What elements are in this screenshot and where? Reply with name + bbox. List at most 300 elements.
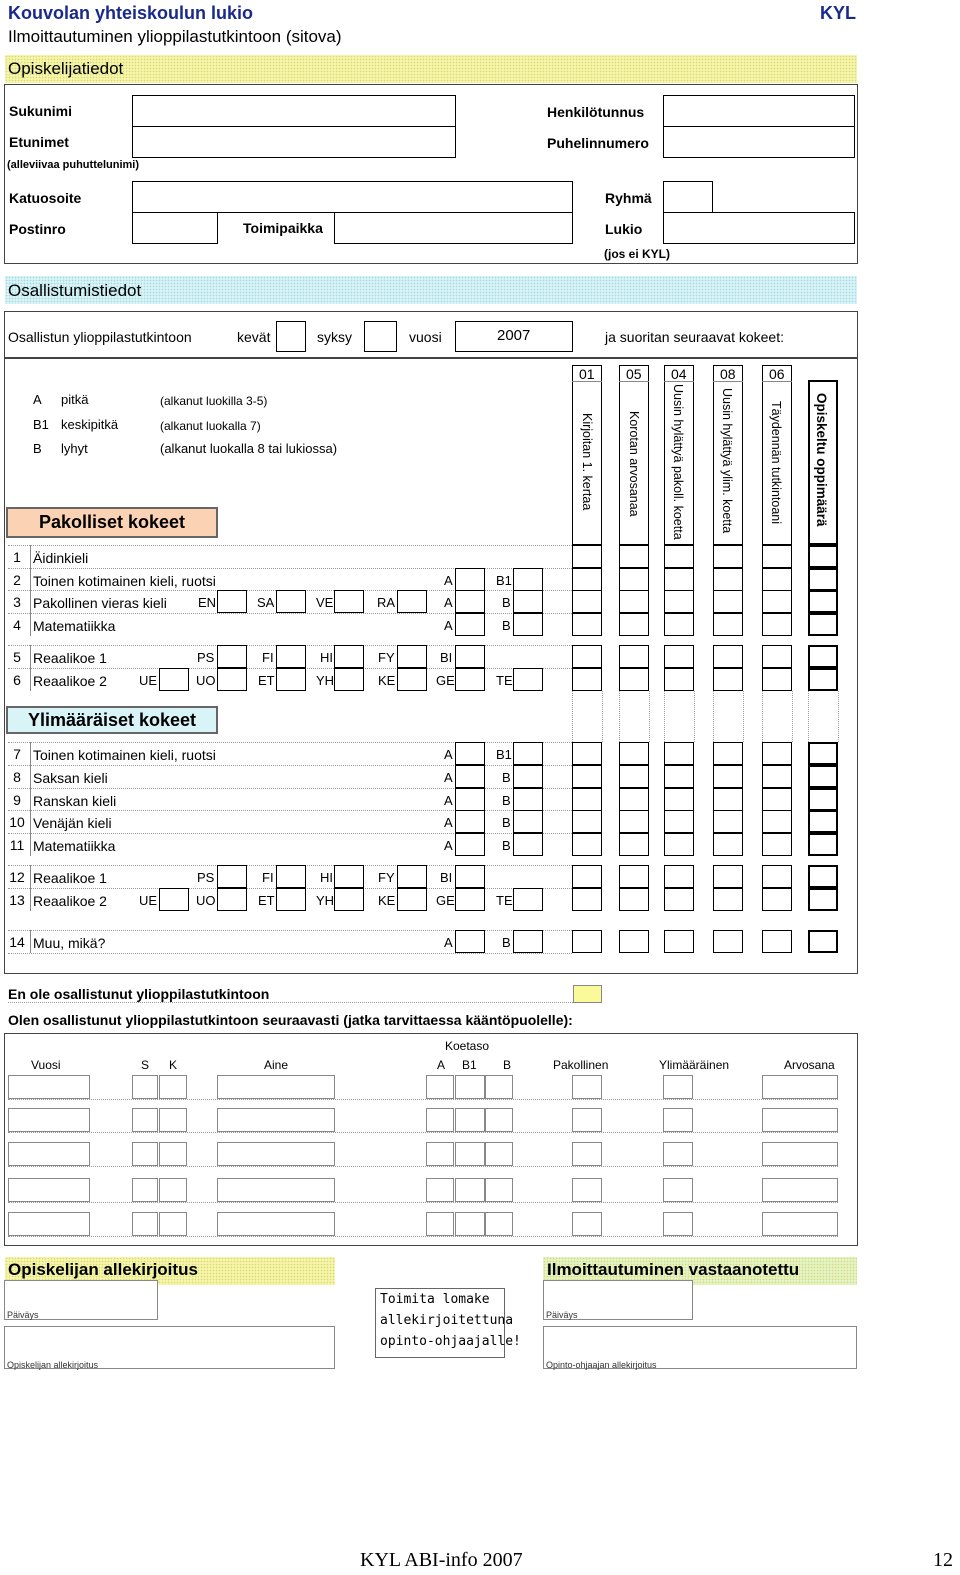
postinro-label: Postinro	[9, 221, 66, 237]
status-box-p1-2[interactable]	[664, 545, 694, 568]
prev-cell-r3-c7[interactable]	[572, 1178, 602, 1202]
choice-box-fy-y12[interactable]	[397, 865, 427, 888]
prev-cell-r4-c6[interactable]	[485, 1212, 513, 1236]
status-box-y10-3[interactable]	[713, 810, 743, 833]
prev-header-k: K	[169, 1058, 178, 1072]
student-sign-label: Opiskelijan allekirjoitus	[7, 1360, 99, 1370]
choice-box-sa-p3[interactable]	[276, 590, 306, 613]
code-ge-y13: GE	[436, 893, 455, 908]
choice-box-b-y10[interactable]	[513, 810, 543, 833]
code-hi-p5: HI	[320, 650, 333, 665]
henkilotunnus-field[interactable]	[663, 95, 855, 127]
prev-cell-r4-c5[interactable]	[455, 1212, 485, 1236]
code-a-p2: A	[444, 573, 453, 588]
col-06-label: Täydennän tutkintoani	[769, 401, 783, 525]
prev-cell-r1-c3[interactable]	[217, 1108, 335, 1132]
opiskeltu-box-p2[interactable]	[808, 568, 838, 591]
ryhma-field[interactable]	[663, 181, 713, 213]
choice-box-a-y7[interactable]	[455, 742, 485, 765]
status-box-p6-0[interactable]	[572, 668, 602, 691]
row-number: 1	[13, 549, 21, 565]
column-guide	[649, 691, 650, 742]
status-box-y12-1[interactable]	[619, 865, 649, 888]
code-b-y8: B	[502, 770, 511, 785]
choice-box-b-p4[interactable]	[513, 613, 543, 636]
row-label-y13: Reaalikoe 2	[33, 893, 107, 909]
row-label-y12: Reaalikoe 1	[33, 870, 107, 886]
choice-box-b-y14[interactable]	[513, 930, 543, 953]
prev-cell-r1-c8[interactable]	[663, 1108, 693, 1132]
choice-box-b-y11[interactable]	[513, 833, 543, 856]
status-box-y7-3[interactable]	[713, 742, 743, 765]
toimipaikka-field[interactable]	[334, 212, 573, 244]
status-box-p4-2[interactable]	[664, 613, 694, 636]
status-box-y8-0[interactable]	[572, 765, 602, 788]
status-box-y7-0[interactable]	[572, 742, 602, 765]
legend-name-b: lyhyt	[61, 441, 88, 456]
row-label-y14: Muu, mikä?	[33, 935, 106, 951]
prev-cell-r3-c6[interactable]	[485, 1178, 513, 1202]
opiskeltu-box-y11[interactable]	[808, 833, 838, 856]
row-label-p1: Äidinkieli	[33, 550, 89, 566]
code-fi-p5: FI	[262, 650, 274, 665]
etunimet-field[interactable]	[132, 126, 456, 158]
col-06-code: 06	[769, 366, 785, 382]
legend-note-b1: (alkanut luokalla 7)	[160, 419, 261, 433]
legend-code-b1: B1	[33, 417, 49, 432]
code-a-y10: A	[444, 815, 453, 830]
status-box-p1-4[interactable]	[762, 545, 792, 568]
status-box-y12-2[interactable]	[664, 865, 694, 888]
status-box-y12-0[interactable]	[572, 865, 602, 888]
prev-cell-r2-c7[interactable]	[572, 1142, 602, 1166]
row-number: 12	[9, 869, 25, 885]
choice-box-et-p6[interactable]	[276, 668, 306, 691]
received-title: Ilmoittautuminen vastaanotettu	[547, 1260, 800, 1279]
status-box-y11-4[interactable]	[762, 833, 792, 856]
status-box-p5-4[interactable]	[762, 645, 792, 668]
choice-box-yh-p6[interactable]	[334, 668, 364, 691]
choice-box-uo-y13[interactable]	[217, 888, 247, 911]
legend-code-a: A	[33, 392, 42, 407]
lukio-field[interactable]	[663, 212, 855, 244]
status-box-p6-3[interactable]	[713, 668, 743, 691]
code-a-y7: A	[444, 747, 453, 762]
choice-box-a-y10[interactable]	[455, 810, 485, 833]
choice-box-hi-p5[interactable]	[334, 645, 364, 668]
status-box-y8-3[interactable]	[713, 765, 743, 788]
opiskeltu-box-y8[interactable]	[808, 765, 838, 788]
code-b-p4: B	[502, 618, 511, 633]
opiskeltu-box-p4[interactable]	[808, 613, 838, 636]
status-box-p3-4[interactable]	[762, 590, 792, 613]
column-guide	[838, 691, 839, 742]
kyl-label: KYL	[820, 3, 856, 23]
status-box-p4-0[interactable]	[572, 613, 602, 636]
lukio-label: Lukio	[605, 221, 643, 237]
status-box-p3-2[interactable]	[664, 590, 694, 613]
prev-cell-r4-c1[interactable]	[132, 1212, 158, 1236]
column-guide	[792, 691, 793, 742]
participated-label: Olen osallistunut ylioppilastutkintoon seuraavasti (jatka tarvittaessa kääntöpuolelle):	[8, 1012, 573, 1028]
choice-box-ke-y13[interactable]	[397, 888, 427, 911]
code-uo-p6: UO	[196, 673, 216, 688]
prev-cell-r2-c6[interactable]	[485, 1142, 513, 1166]
prev-row-separator	[8, 1099, 838, 1100]
prev-cell-r2-c2[interactable]	[159, 1142, 187, 1166]
choice-box-a-y11[interactable]	[455, 833, 485, 856]
status-box-p2-4[interactable]	[762, 568, 792, 591]
prev-header-pakollinen: Pakollinen	[553, 1058, 609, 1072]
choice-box-ue-y13[interactable]	[159, 888, 189, 911]
status-box-y7-1[interactable]	[619, 742, 649, 765]
choice-box-a-y14[interactable]	[455, 930, 485, 953]
code-fi-y12: FI	[262, 870, 274, 885]
status-box-y14-0[interactable]	[572, 930, 602, 953]
prev-cell-r4-c2[interactable]	[159, 1212, 187, 1236]
prev-cell-r0-c3[interactable]	[217, 1075, 335, 1099]
not-participated-checkbox[interactable]	[573, 985, 602, 1003]
syksy-label: syksy	[317, 329, 352, 345]
row-separator	[8, 930, 572, 931]
status-box-y10-0[interactable]	[572, 810, 602, 833]
opiskeltu-box-y9[interactable]	[808, 788, 838, 811]
code-fy-y12: FY	[378, 870, 395, 885]
status-box-p1-1[interactable]	[619, 545, 649, 568]
status-box-y13-3[interactable]	[713, 888, 743, 911]
prev-cell-r2-c0[interactable]	[8, 1142, 90, 1166]
choice-box-a-p4[interactable]	[455, 613, 485, 636]
prev-cell-r0-c9[interactable]	[762, 1075, 838, 1099]
opiskeltu-box-p6[interactable]	[808, 668, 838, 691]
row-number: 9	[13, 792, 21, 808]
status-box-p4-3[interactable]	[713, 613, 743, 636]
code-b-y10: B	[502, 815, 511, 830]
prev-cell-r0-c8[interactable]	[663, 1075, 693, 1099]
prev-cell-r3-c4[interactable]	[426, 1178, 454, 1202]
prev-cell-r4-c4[interactable]	[426, 1212, 454, 1236]
prev-cell-r3-c8[interactable]	[663, 1178, 693, 1202]
choice-box-bi-y12[interactable]	[455, 865, 485, 888]
status-box-y13-0[interactable]	[572, 888, 602, 911]
katuosoite-label: Katuosoite	[9, 190, 82, 206]
kevat-checkbox[interactable]	[276, 321, 306, 352]
toimipaikka-label: Toimipaikka	[243, 220, 323, 236]
prev-cell-r2-c5[interactable]	[455, 1142, 485, 1166]
submit-note-line-1: Toimita lomake	[380, 1292, 490, 1307]
choice-box-b-y8[interactable]	[513, 765, 543, 788]
status-box-y11-2[interactable]	[664, 833, 694, 856]
row-separator	[8, 765, 572, 766]
prev-cell-r3-c2[interactable]	[159, 1178, 187, 1202]
choice-box-hi-y12[interactable]	[334, 865, 364, 888]
status-box-p3-0[interactable]	[572, 590, 602, 613]
prev-cell-r1-c6[interactable]	[485, 1108, 513, 1132]
code-a-y11: A	[444, 838, 453, 853]
choice-box-te-y13[interactable]	[513, 888, 543, 911]
status-box-p2-2[interactable]	[664, 568, 694, 591]
column-guide	[694, 691, 695, 742]
prev-row-separator	[8, 1166, 838, 1167]
status-box-y9-4[interactable]	[762, 788, 792, 811]
code-ve-p3: VE	[316, 595, 334, 610]
choice-box-et-y13[interactable]	[276, 888, 306, 911]
row-separator	[8, 788, 572, 789]
row-number-divider	[30, 888, 31, 911]
status-box-p4-4[interactable]	[762, 613, 792, 636]
prev-header-b1: B1	[462, 1058, 477, 1072]
col-08-label: Uusin hylättyä ylim. koetta	[720, 388, 734, 534]
status-box-y13-2[interactable]	[664, 888, 694, 911]
status-box-y8-1[interactable]	[619, 765, 649, 788]
choice-box-b-p2[interactable]	[513, 568, 543, 591]
postinro-field[interactable]	[132, 212, 218, 244]
status-box-p5-2[interactable]	[664, 645, 694, 668]
prev-cell-r1-c0[interactable]	[8, 1108, 90, 1132]
opiskeltu-box-y10[interactable]	[808, 810, 838, 833]
prev-cell-r3-c0[interactable]	[8, 1178, 90, 1202]
prev-cell-r0-c5[interactable]	[455, 1075, 485, 1099]
student-section-band	[5, 55, 857, 83]
status-box-p1-3[interactable]	[713, 545, 743, 568]
prev-cell-r3-c9[interactable]	[762, 1178, 838, 1202]
status-box-p5-3[interactable]	[713, 645, 743, 668]
code-b-y14: B	[502, 935, 511, 950]
col-01-label: Kirjoitan 1. kertaa	[580, 413, 594, 511]
column-guide	[664, 691, 665, 742]
submit-note-line-3: opinto-ohjaajalle!	[380, 1334, 521, 1349]
status-box-y14-4[interactable]	[762, 930, 792, 953]
katuosoite-field[interactable]	[132, 181, 573, 213]
prev-cell-r1-c5[interactable]	[455, 1108, 485, 1132]
choice-box-ps-y12[interactable]	[217, 865, 247, 888]
prev-cell-r4-c3[interactable]	[217, 1212, 335, 1236]
prev-cell-r2-c4[interactable]	[426, 1142, 454, 1166]
prev-header-a: A	[437, 1058, 446, 1072]
status-box-p4-1[interactable]	[619, 613, 649, 636]
choice-box-a-p3[interactable]	[455, 590, 485, 613]
row-number: 13	[9, 892, 25, 908]
status-box-p1-0[interactable]	[572, 545, 602, 568]
choice-box-fy-p5[interactable]	[397, 645, 427, 668]
prev-cell-r0-c1[interactable]	[132, 1075, 158, 1099]
choice-box-uo-p6[interactable]	[217, 668, 247, 691]
status-box-p2-1[interactable]	[619, 568, 649, 591]
puhelinnumero-label: Puhelinnumero	[547, 135, 649, 151]
status-box-y10-4[interactable]	[762, 810, 792, 833]
alleviivaa-note: (alleviivaa puhuttelunimi)	[7, 159, 140, 171]
row-label-p3: Pakollinen vieras kieli	[33, 595, 167, 611]
prev-cell-r3-c1[interactable]	[132, 1178, 158, 1202]
choice-box-ge-p6[interactable]	[455, 668, 485, 691]
prev-cell-r0-c2[interactable]	[159, 1075, 187, 1099]
prev-row-separator	[8, 1236, 838, 1237]
status-box-y10-1[interactable]	[619, 810, 649, 833]
col-04-label: Uusin hylättyä pakoll. koetta	[671, 384, 685, 540]
prev-cell-r1-c4[interactable]	[426, 1108, 454, 1132]
choice-box-b-y9[interactable]	[513, 788, 543, 811]
row-number-divider	[30, 765, 31, 788]
prev-cell-r3-c5[interactable]	[455, 1178, 485, 1202]
prev-cell-r2-c1[interactable]	[132, 1142, 158, 1166]
status-box-p6-1[interactable]	[619, 668, 649, 691]
code-a-y9: A	[444, 793, 453, 808]
prev-header-b: B	[503, 1058, 512, 1072]
status-box-y14-2[interactable]	[664, 930, 694, 953]
prev-cell-r4-c7[interactable]	[572, 1212, 602, 1236]
choice-box-a-y9[interactable]	[455, 788, 485, 811]
ylimaaraiset-title: Ylimääräiset kokeet	[6, 706, 218, 734]
row-number: 4	[13, 617, 21, 633]
code-b-y9: B	[502, 793, 511, 808]
status-box-p6-2[interactable]	[664, 668, 694, 691]
status-box-y7-4[interactable]	[762, 742, 792, 765]
status-box-y12-4[interactable]	[762, 865, 792, 888]
choice-box-ps-p5[interactable]	[217, 645, 247, 668]
status-box-y13-1[interactable]	[619, 888, 649, 911]
prev-cell-r2-c8[interactable]	[663, 1142, 693, 1166]
opiskeltu-box-y12[interactable]	[808, 865, 838, 888]
code-ue-y13: UE	[139, 893, 158, 908]
choice-box-ve-p3[interactable]	[334, 590, 364, 613]
prev-header-s: S	[141, 1058, 150, 1072]
prev-cell-r2-c3[interactable]	[217, 1142, 335, 1166]
row-separator	[8, 742, 572, 743]
prev-cell-r2-c9[interactable]	[762, 1142, 838, 1166]
col-08-code: 08	[720, 366, 736, 382]
status-box-y9-0[interactable]	[572, 788, 602, 811]
row-label-p2: Toinen kotimainen kieli, ruotsi	[33, 573, 216, 589]
choice-box-ke-p6[interactable]	[397, 668, 427, 691]
code-sa-p3: SA	[257, 595, 275, 610]
row-separator	[8, 833, 572, 834]
choice-box-te-p6[interactable]	[513, 668, 543, 691]
row-number: 2	[13, 572, 21, 588]
status-box-p2-3[interactable]	[713, 568, 743, 591]
status-box-y10-2[interactable]	[664, 810, 694, 833]
status-box-y12-3[interactable]	[713, 865, 743, 888]
status-box-p2-0[interactable]	[572, 568, 602, 591]
status-box-y14-1[interactable]	[619, 930, 649, 953]
row-number: 11	[9, 837, 25, 853]
sukunimi-label: Sukunimi	[9, 103, 73, 119]
prev-row-separator	[8, 1132, 838, 1133]
choice-box-a-p2[interactable]	[455, 568, 485, 591]
syksy-checkbox[interactable]	[364, 321, 397, 352]
row-label-y7: Toinen kotimainen kieli, ruotsi	[33, 747, 216, 763]
row-label-p5: Reaalikoe 1	[33, 650, 107, 666]
code-ke-p6: KE	[378, 673, 396, 688]
etunimet-label: Etunimet	[9, 134, 69, 150]
row-separator	[8, 810, 572, 811]
opiskeltu-box-y7[interactable]	[808, 742, 838, 765]
pakolliset-title: Pakolliset kokeet	[6, 507, 218, 538]
puhelinnumero-field[interactable]	[663, 126, 855, 158]
prev-cell-r0-c4[interactable]	[426, 1075, 454, 1099]
status-box-y9-3[interactable]	[713, 788, 743, 811]
legend-name-a: pitkä	[61, 392, 89, 407]
received-date-label: Päiväys	[546, 1310, 578, 1320]
status-box-y11-3[interactable]	[713, 833, 743, 856]
prev-cell-r1-c2[interactable]	[159, 1108, 187, 1132]
prev-cell-r0-c0[interactable]	[8, 1075, 90, 1099]
kevat-label: kevät	[237, 329, 271, 345]
sukunimi-field[interactable]	[132, 95, 456, 127]
row-number-divider	[30, 742, 31, 765]
choice-box-ge-y13[interactable]	[455, 888, 485, 911]
row-number: 6	[13, 672, 21, 688]
choice-box-b-p3[interactable]	[513, 590, 543, 613]
status-box-p5-1[interactable]	[619, 645, 649, 668]
status-box-y8-2[interactable]	[664, 765, 694, 788]
row-number-divider	[30, 865, 31, 888]
row-number-divider	[30, 788, 31, 811]
status-box-y9-2[interactable]	[664, 788, 694, 811]
legend-note-a: (alkanut luokilla 3-5)	[160, 394, 268, 408]
opiskeltu-box-p3[interactable]	[808, 590, 838, 613]
status-box-y7-2[interactable]	[664, 742, 694, 765]
status-box-y9-1[interactable]	[619, 788, 649, 811]
code-b-y7: B1	[496, 747, 512, 762]
code-hi-y12: HI	[320, 870, 333, 885]
row-number-divider	[30, 568, 31, 591]
opiskeltu-box-p5[interactable]	[808, 645, 838, 668]
suoritan-label: ja suoritan seuraavat kokeet:	[605, 329, 784, 345]
row-separator	[8, 545, 572, 546]
code-ps-p5: PS	[197, 650, 215, 665]
choice-box-b-y7[interactable]	[513, 742, 543, 765]
column-guide	[572, 691, 573, 742]
prev-cell-r0-c7[interactable]	[572, 1075, 602, 1099]
choice-box-fi-p5[interactable]	[276, 645, 306, 668]
status-box-p5-0[interactable]	[572, 645, 602, 668]
status-box-p6-4[interactable]	[762, 668, 792, 691]
choice-box-ue-p6[interactable]	[159, 668, 189, 691]
status-box-y11-1[interactable]	[619, 833, 649, 856]
opiskeltu-box-y13[interactable]	[808, 888, 838, 911]
opiskeltu-label: Opiskeltu oppimäärä	[814, 393, 829, 527]
row-number: 8	[13, 769, 21, 785]
status-box-y14-3[interactable]	[713, 930, 743, 953]
choice-box-a-y8[interactable]	[455, 765, 485, 788]
choice-box-bi-p5[interactable]	[455, 645, 485, 668]
choice-box-yh-y13[interactable]	[334, 888, 364, 911]
choice-box-ra-p3[interactable]	[397, 590, 427, 613]
code-et-p6: ET	[258, 673, 275, 688]
prev-cell-r4-c0[interactable]	[8, 1212, 90, 1236]
status-box-y13-4[interactable]	[762, 888, 792, 911]
status-box-p3-3[interactable]	[713, 590, 743, 613]
prev-cell-r3-c3[interactable]	[217, 1178, 335, 1202]
opiskeltu-box-y14[interactable]	[808, 930, 838, 953]
counselor-sign-label: Opinto-ohjaajan allekirjoitus	[546, 1360, 657, 1370]
status-box-y8-4[interactable]	[762, 765, 792, 788]
prev-cell-r4-c8[interactable]	[663, 1212, 693, 1236]
prev-cell-r4-c9[interactable]	[762, 1212, 838, 1236]
choice-box-fi-y12[interactable]	[276, 865, 306, 888]
prev-cell-r1-c9[interactable]	[762, 1108, 838, 1132]
opiskeltu-box-p1[interactable]	[808, 545, 838, 568]
row-label-y11: Matematiikka	[33, 838, 116, 854]
prev-cell-r1-c7[interactable]	[572, 1108, 602, 1132]
code-bi-y12: BI	[440, 870, 453, 885]
prev-cell-r0-c6[interactable]	[485, 1075, 513, 1099]
choice-box-en-p3[interactable]	[217, 590, 247, 613]
prev-cell-r1-c1[interactable]	[132, 1108, 158, 1132]
status-box-y11-0[interactable]	[572, 833, 602, 856]
student-section-title: Opiskelijatiedot	[8, 59, 124, 78]
status-box-p3-1[interactable]	[619, 590, 649, 613]
